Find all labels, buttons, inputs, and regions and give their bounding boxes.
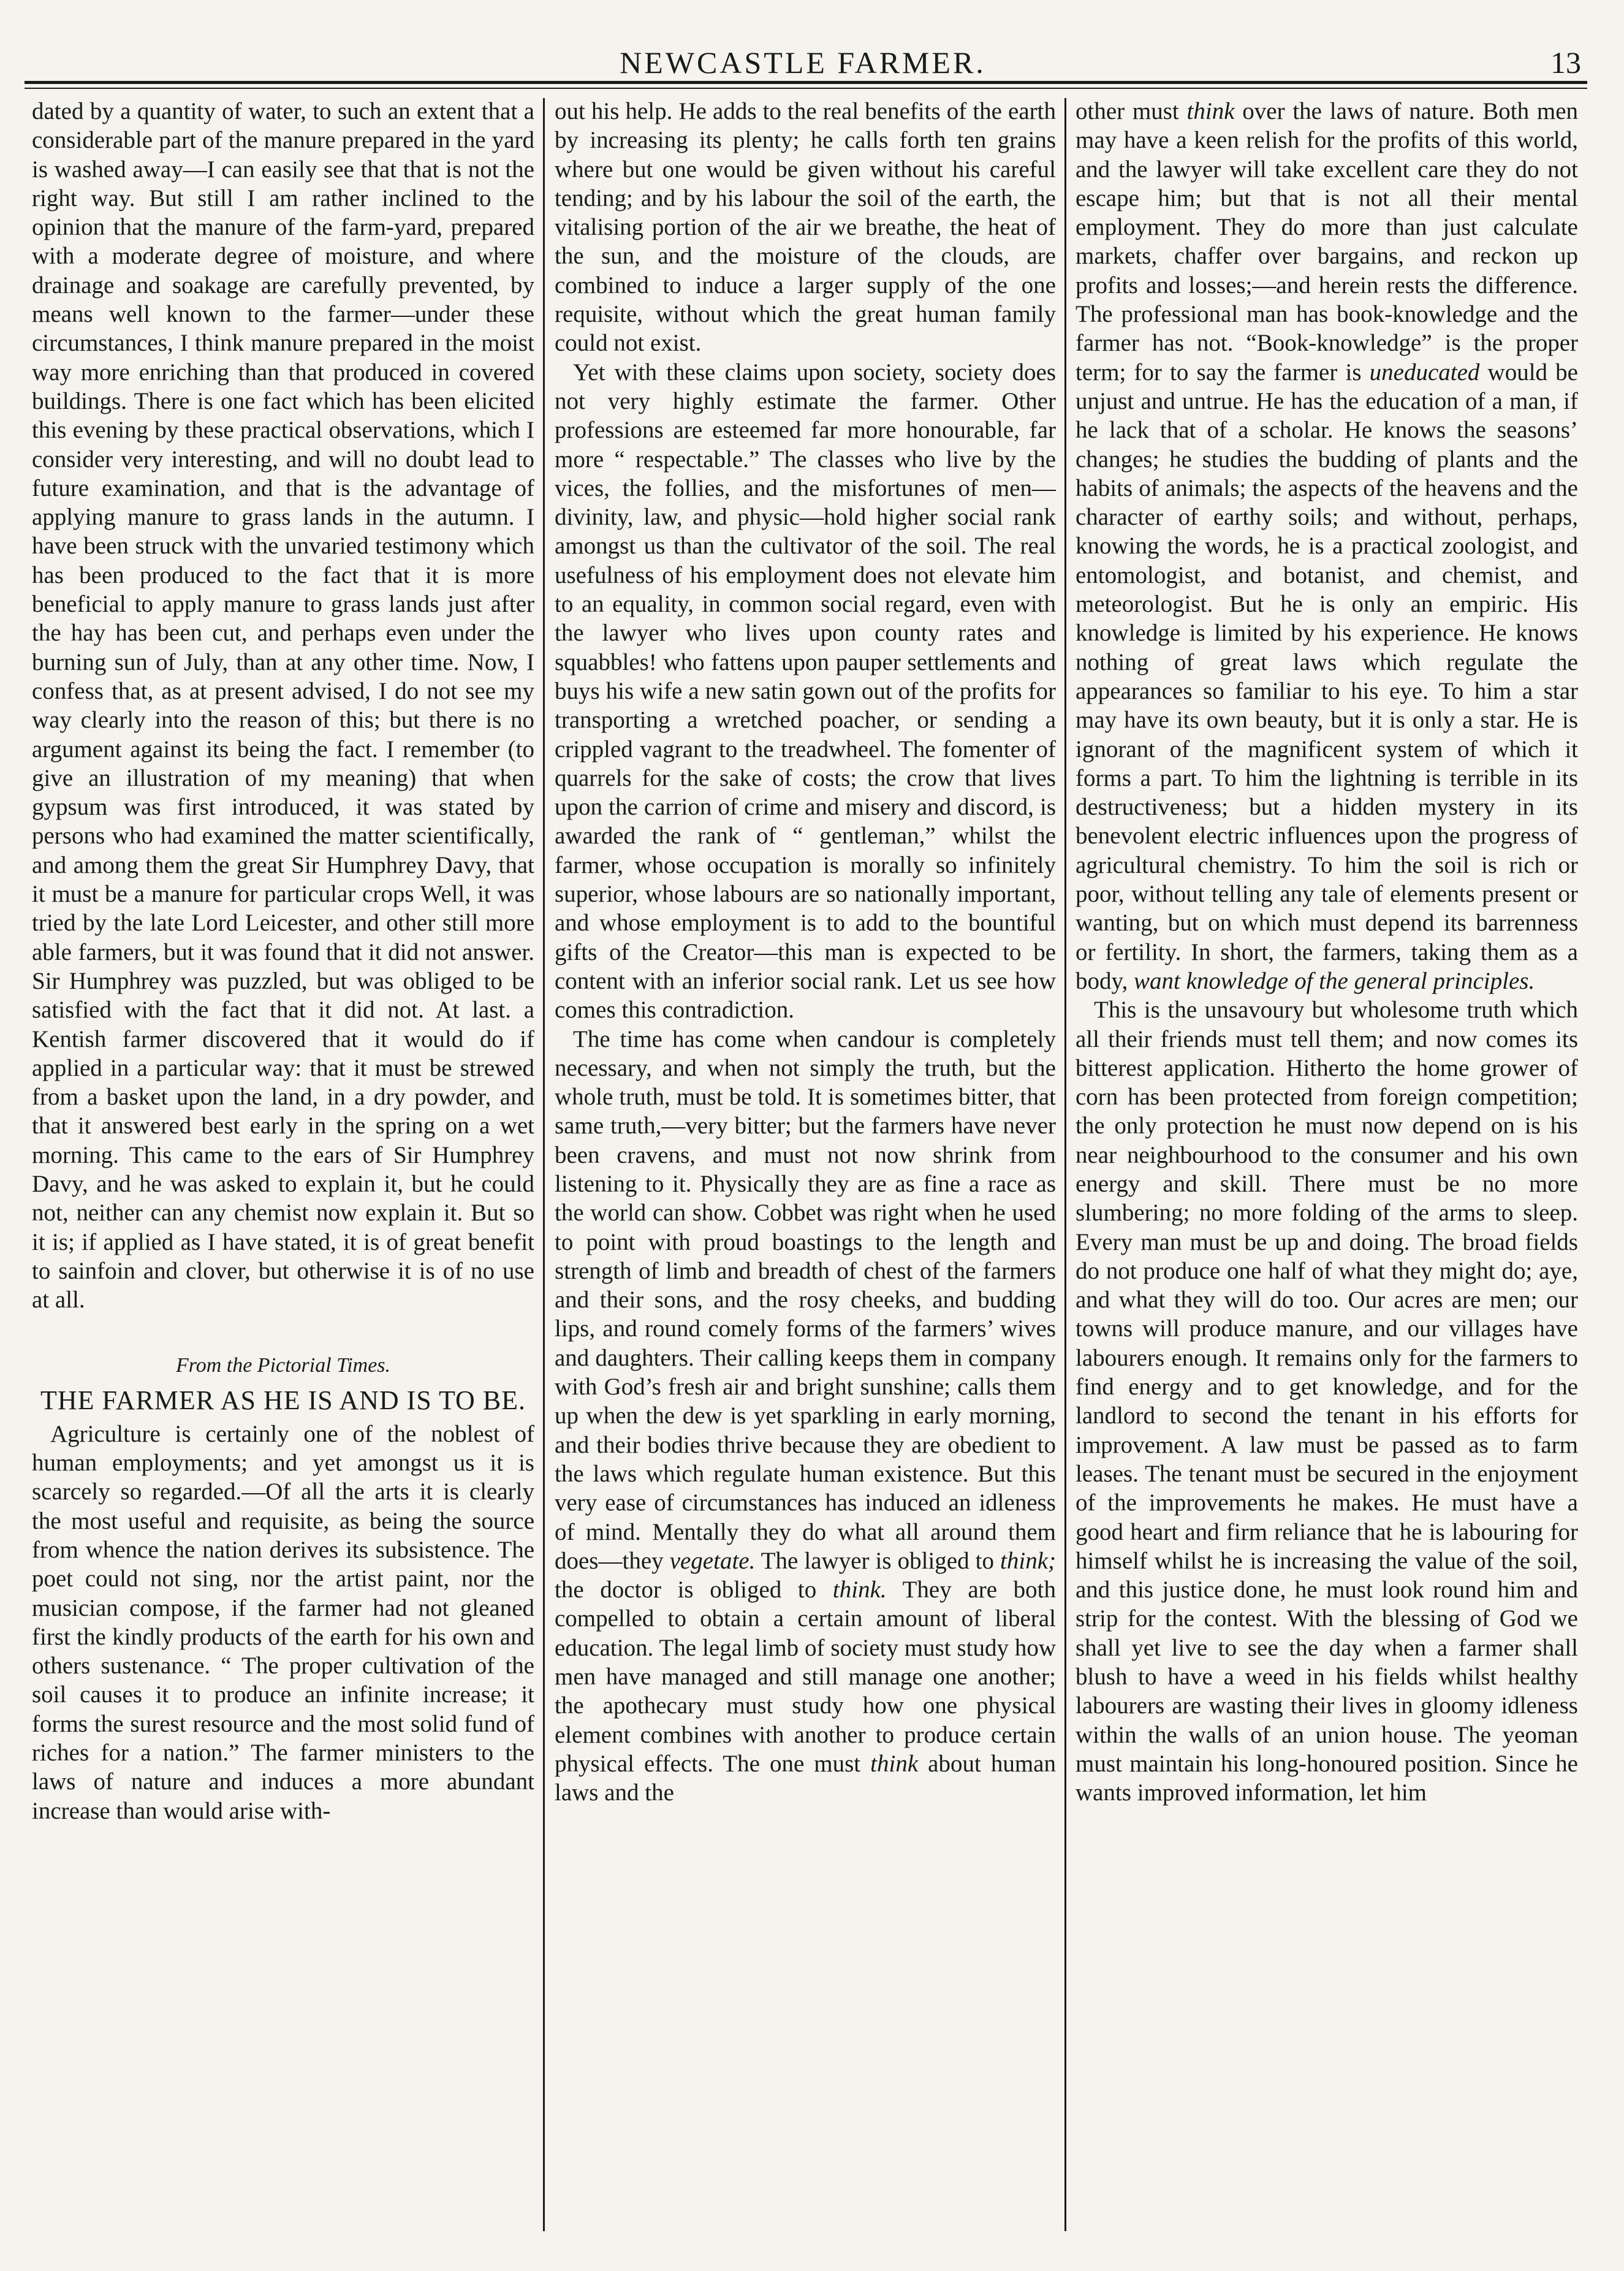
column-divider	[543, 98, 545, 2231]
text-run: other must	[1076, 98, 1187, 124]
column-3	[1076, 97, 1578, 2242]
text-run: over the laws of nature. Both men may have a keen relish for the profits of this world, and the lawyer will take excellent care they do not escape him; but that is not all their mental employment. They do more than just calculate markets, chaffer over bargains, and reckon up profits and losses;—and herein rests the difference. The professional man has book-knowledge and the farmer has not. “Book-knowledge” is the proper term; for to say the farmer is	[1076, 98, 1578, 386]
article-title: THE FARMER AS HE IS AND IS TO BE.	[40, 1385, 526, 1415]
italic-text: think	[1186, 98, 1235, 124]
paragraph: dated by a quantity of water, to such an extent that a considerable part of the manure prepared in the yard is washed away—I can easily see that that is not the right way. But still I am rather inclined to the opinion that the manure of the farm-yard, prepared with a moderate degree of moisture, and where drainage and soakage are carefully prevented, by means well known to the farmer—under these circumstances, I think manure prepared in the moist way more enriching than that produced in covered buildings. There is one fact which has been elicited this evening by these practical observations, which I consider very interesting, and will no doubt lead to future examination, and that is the advantage of applying manure to grass lands in the autumn. I have been struck with the unvaried testimony which has been produced to the fact that it is more beneficial to apply manure to grass lands just after the hay has been cut, and perhaps even under the burning sun of July, than at any other time. Now, I confess that, as at present advised, I do not see my way clearly into the reason of this; but there is no argument against its being the fact. I remember (to give an illustration of my meaning) that when gypsum was first introduced, it was stated by persons who had examined the matter scientifically, and among them the great Sir Humphrey Davy, that it must be a manure for particular crops Well, it was tried by the late Lord Leicester, and other still more able farmers, but it was found that it did not answer. Sir Humphrey was puzzled, but was obliged to be satisfied with the fact that it did not. At last. a Kentish farmer discovered that it would do if applied in a particular way: that it must be strewed from a basket upon the land, in a dry powder, and that it answered best early in the spring on a wet morning. This came to the ears of Sir Humphrey Davy, and he was asked to explain it, but he could not, neither can any chemist now explain it. But so it is; if applied as I have stated, it is of great benefit to sainfoin and clover, but otherwise it is of no use at all.	[32, 98, 534, 1314]
text-run: They are both compelled to obtain a certain amount of liberal education. The legal limb of society must study how men have managed and still manage one another; the apothecary must study how one physical element combines with another to produce certain physical effects. The one must	[555, 1577, 1056, 1777]
paragraph: Yet with these claims upon society, society does not very highly estimate the farmer. Other professions are esteemed far more honourable, far more “ respectable.” The classes who live by the vices, the follies, and the misfortunes of men—divinity, law, and physic—hold higher social rank amongst us than the cultivator of the soil. The real usefulness of his employment does not elevate him to an equality, in common social regard, even with the lawyer who lives upon county rates and squabbles! who fattens upon pauper settlements and buys his wife a new satin gown out of the profits for transporting a wretched poacher, or sending a crippled vagrant to the treadwheel. The fomenter of quarrels for the sake of costs; the crow that lives upon the carrion of crime and misery and discord, is awarded the rank of “ gentleman,” whilst the farmer, whose occupation is morally so infinitely superior, whose labours are so nationally important, and whose employment is to add to the bountiful gifts of the Creator—this man is expected to be content with an inferior social rank. Let us see how comes this contradiction.	[555, 359, 1056, 1024]
text-run: The lawyer is obliged to	[755, 1547, 1001, 1574]
header-rule-thin	[25, 88, 1587, 89]
masthead-title: NEWCASTLE FARMER.	[620, 45, 986, 80]
italic-text: think	[870, 1750, 919, 1777]
paragraph	[1076, 97, 1578, 995]
italic-text: think.	[832, 1577, 887, 1603]
italic-text: think;	[1000, 1547, 1056, 1574]
column-2	[555, 97, 1056, 2242]
paragraph: This is the unsavoury but wholesome truth which all their friends must tell them; and now comes its bitterest application. Hitherto the home grower of corn has been protected from foreign competition; the only protection he must now depend on is his near neighbourhood to the consumer and his own energy and skill. There must be no more slumbering; no more folding of the arms to sleep. Every man must be up and doing. The broad fields do not produce one half of what they might do; aye, and what they will do too. Our acres are men; our towns will produce manure, and our villages have labourers enough. It remains only for the farmers to find energy and to get knowledge, and for the landlord to second the tenant in his efforts for improvement. A law must be passed as to farm leases. The tenant must be secured in the enjoyment of the improvements he makes. He must have a good heart and firm reliance that he is labouring for himself whilst he is increasing the value of the soil, and this justice done, he must look round him and strip for the contest. With the blessing of God we shall yet live to see the day when a farmer shall blush to have a weed in his fields whilst healthy labourers are wasting their lives in gloomy idleness within the walls of an union house. The yeoman must maintain his long-honoured position. Since he wants improved information, let him	[1076, 997, 1578, 1806]
text-run: would be unjust and untrue. He has the education of a man, if he lack that of a scholar. He knows the seasons’ changes; he studies the budding of plants and the habits of animals; the aspects of the heavens and the character of earthy soils; and without, perhaps, knowing the words, he is a practical zoologist, and entomologist, and botanist, and chemist, and meteorologist. But he is only an empiric. His knowledge is limited by his experience. He knows nothing of great laws which regulate the appearances so familiar to his eye. To him a star may have its own beauty, but it is only a star. He is ignorant of the magnificent system of which it forms a part. To him the lightning is terrible in its destructiveness; but a hidden mystery in its benevolent electric influences upon the progress of agricultural chemistry. To him the soil is rich or poor, without telling any tale of elements present or wanting, but on which must depend its barrenness or fertility. In short, the farmers, taking them as a body,	[1076, 359, 1578, 994]
paragraph	[555, 1025, 1056, 1808]
article-source: From the Pictorial Times.	[175, 1354, 391, 1377]
column-1	[32, 97, 534, 2242]
header-rule-thick	[25, 81, 1587, 84]
text-run: the doctor is obliged to	[555, 1577, 833, 1603]
italic-text: uneducated	[1369, 359, 1480, 386]
paragraph: Agriculture is certainly one of the noblest of human employments; and yet amongst us it is scarcely so regarded.—Of all the arts it is clearly the most useful and requisite, as being the source from whence the nation derives its subsistence. The poet could not sing, nor the artist paint, nor the musician compose, if the farmer had not gleaned first the kindly products of the earth for his own and others sustenance. “ The proper cultivation of the soil causes it to produce an infinite increase; it forms the surest resource and the most solid fund of riches for a nation.” The farmer ministers to the laws of nature and induces a more abundant increase than would arise with-	[32, 1420, 534, 1824]
paragraph: out his help. He adds to the real benefits of the earth by increasing its plenty; he calls forth ten grains where but one would be given without his careful tending; and by his labour the soil of the earth, the vitalising portion of the air we breathe, the heat of the sun, and the moisture of the clouds, are combined to induce a larger supply of the one requisite, without which the great human family could not exist.	[555, 98, 1056, 357]
italic-text: vegetate.	[669, 1547, 756, 1574]
column-divider	[1064, 98, 1066, 2231]
page-number: 13	[1550, 45, 1581, 80]
text-run: about human laws and the	[555, 1750, 1056, 1806]
italic-text: want knowledge of the general principles.	[1133, 967, 1535, 994]
text-run: The time has come when candour is completely necessary, and when not simply the truth, but the whole truth, must be told. It is sometimes bitter, that same truth,—very bitter; but the farmers have never been cravens, and must not now shrink from listening to it. Physically they are as fine a race as the world can show. Cobbet was right when he used to point with proud boastings to the length and strength of limb and breadth of chest of the farmers and their sons, and the rosy cheeks, and budding lips, and round comely forms of the farmers’ wives and daughters. Their calling keeps them in company with God’s fresh air and bright sunshine; calls them up when the dew is yet sparkling in early morning, and their bodies thrive because they are obedient to the laws which regulate human existence. But this very ease of circumstances has induced an idleness of mind. Mentally they do what all around them does—they	[555, 1025, 1056, 1574]
